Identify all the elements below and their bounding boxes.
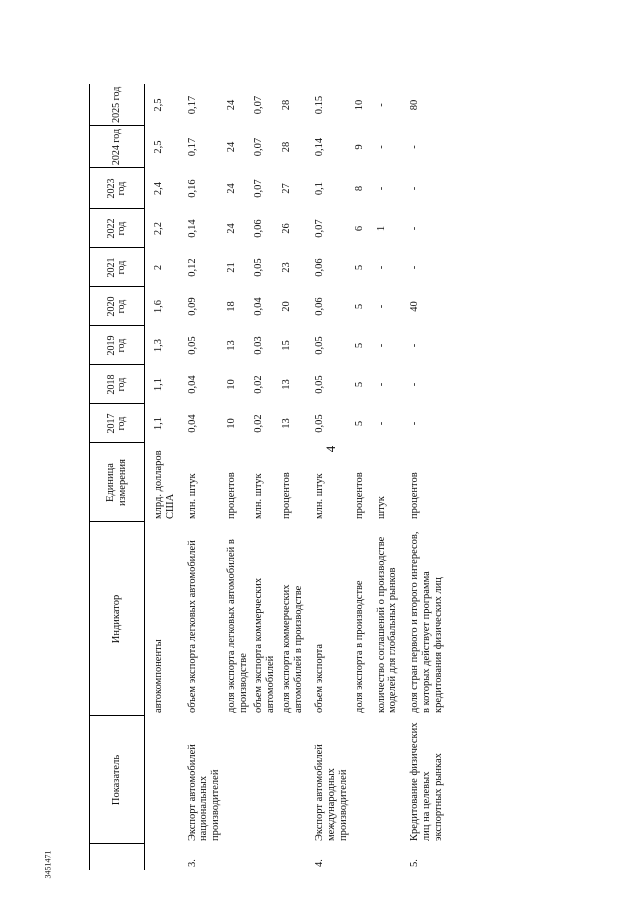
row-value: 40	[409, 301, 420, 312]
header-year: 2023 год	[90, 168, 145, 209]
row-indicator: автокомпоненты	[153, 639, 164, 713]
header-year: 2021 год	[90, 248, 145, 287]
row-value: 1,1	[153, 377, 164, 392]
row-value: 1,3	[153, 338, 164, 353]
row-indicator-group	[224, 716, 252, 844]
header-year: 2024 год	[90, 126, 145, 168]
row-value: -	[409, 421, 420, 426]
row-value: 5	[353, 420, 365, 427]
row-number: 3.	[186, 859, 198, 867]
table-row	[145, 84, 179, 870]
row-value: 0,12	[186, 258, 198, 277]
row-value: 0,07	[253, 137, 265, 157]
table-row	[401, 84, 446, 870]
header-year: 2018 год	[90, 365, 145, 404]
row-number	[374, 844, 402, 870]
rotated-table-wrapper	[89, 84, 609, 870]
row-unit: млн. штук	[253, 473, 265, 519]
row-indicator: доля стран первого и второго интересов, в которых действует программа кредитования физических лиц	[409, 531, 444, 713]
row-indicator-group: Экспорт автомобилей национальных производителей	[186, 744, 221, 841]
row-value: -	[375, 343, 387, 348]
row-value: 0,14	[314, 137, 326, 157]
row-value: 1	[375, 225, 387, 232]
row-value: -	[409, 382, 420, 387]
page-number: 4	[323, 445, 338, 453]
row-indicator-group	[374, 716, 402, 844]
row-indicator: объем экспорта	[314, 643, 326, 713]
row-indicator-group	[145, 716, 179, 844]
row-value: 80	[409, 99, 420, 111]
row-indicator-group	[279, 716, 307, 844]
row-number: 4.	[314, 859, 326, 867]
row-value: 13	[280, 418, 292, 429]
row-number	[145, 844, 179, 870]
row-value: 10	[225, 379, 237, 390]
row-indicator: доля экспорта коммерческих автомобилей в производстве	[280, 584, 304, 713]
row-value: 0,07	[253, 95, 265, 115]
row-unit: млрд. долларов США	[153, 450, 176, 519]
header-year: 2019 год	[90, 326, 145, 365]
row-value: 0,16	[186, 179, 198, 198]
row-unit: процентов	[409, 472, 420, 519]
row-value: 9	[353, 144, 365, 150]
row-unit: процентов	[280, 472, 292, 519]
row-value: 23	[280, 262, 292, 273]
row-number	[352, 844, 374, 870]
row-value: 26	[280, 223, 292, 234]
row-value: 18	[225, 301, 237, 312]
header-indicator-group: Показатель	[90, 716, 145, 844]
row-value: 5	[353, 264, 365, 271]
row-value: 20	[280, 301, 292, 312]
row-value: 0,04	[186, 375, 198, 394]
row-value: 2,2	[153, 221, 164, 236]
row-value: -	[409, 265, 420, 270]
row-value: 0,04	[253, 297, 265, 316]
row-value: 5	[353, 303, 365, 310]
row-number	[251, 844, 279, 870]
row-value: 6	[353, 225, 365, 232]
row-value: 0,02	[253, 414, 265, 433]
row-indicator-group	[352, 716, 374, 844]
row-value: -	[375, 421, 387, 426]
row-value: -	[409, 343, 420, 348]
row-value: 0,17	[186, 95, 198, 115]
row-unit: процентов	[353, 472, 365, 519]
row-unit: млн. штук	[314, 473, 326, 519]
row-value: -	[375, 382, 387, 387]
row-unit: штук	[375, 496, 387, 519]
row-value: 0,05	[314, 375, 326, 394]
document-code: 3451471	[43, 850, 53, 879]
row-value: 13	[225, 340, 237, 351]
table-row	[224, 84, 252, 870]
row-indicator: количество соглашений о производстве моделей для глобальных рынков	[375, 536, 399, 713]
table-row	[279, 84, 307, 870]
row-value: 0,09	[186, 297, 198, 316]
row-value: 28	[280, 99, 292, 111]
row-value: 0,1	[314, 181, 326, 196]
row-value: 24	[225, 141, 237, 153]
row-value: 2	[153, 264, 164, 271]
row-value: 27	[280, 183, 292, 194]
table-row	[352, 84, 374, 870]
row-value: 0,07	[253, 179, 265, 198]
row-indicator-group	[251, 716, 279, 844]
row-value: 5	[353, 342, 365, 349]
row-value: -	[409, 186, 420, 191]
row-unit: процентов	[225, 472, 237, 519]
row-number	[279, 844, 307, 870]
row-value: 0,06	[314, 297, 326, 316]
table-row	[374, 84, 402, 870]
row-value: 0,05	[186, 336, 198, 355]
row-value: 24	[225, 223, 237, 234]
row-value: 21	[225, 262, 237, 273]
row-value: -	[375, 304, 387, 309]
row-number: 5.	[409, 859, 420, 867]
header-year: 2022 год	[90, 209, 145, 248]
table-header-row	[90, 84, 145, 870]
table-row	[306, 84, 351, 870]
row-value: 0,05	[314, 336, 326, 355]
row-value: 0,04	[186, 414, 198, 433]
row-value: 13	[280, 379, 292, 390]
header-year: 2020 год	[90, 287, 145, 326]
row-value: 10	[353, 99, 365, 111]
header-indicator: Индикатор	[90, 522, 145, 716]
row-unit: млн. штук	[186, 473, 198, 519]
row-value: -	[409, 226, 420, 231]
row-value: -	[375, 145, 387, 149]
indicators-table	[89, 84, 446, 870]
row-value: 0,02	[253, 375, 265, 394]
row-value: 24	[225, 183, 237, 194]
row-indicator: доля экспорта в производстве	[353, 580, 365, 713]
row-number	[224, 844, 252, 870]
header-year: 2025 год	[90, 84, 145, 126]
row-indicator-group: Кредитование физических лиц на целевых экспортных рынках	[409, 722, 444, 841]
row-value: 0,05	[253, 258, 265, 277]
row-value: 0,07	[314, 219, 326, 238]
row-value: 8	[353, 185, 365, 192]
row-value: 0.15	[314, 95, 326, 115]
header-number	[90, 844, 145, 870]
header-year: 2017 год	[90, 404, 145, 443]
row-value: 10	[225, 418, 237, 429]
row-value: 1,6	[153, 299, 164, 314]
row-value: 2,5	[153, 98, 164, 112]
row-value: 28	[280, 141, 292, 153]
row-value: 0,03	[253, 336, 265, 355]
table-row	[251, 84, 279, 870]
row-value: 15	[280, 340, 292, 351]
row-value: 0,06	[314, 258, 326, 277]
row-indicator: объем экспорта легковых автомобилей	[186, 540, 198, 713]
row-value: -	[375, 265, 387, 270]
row-value: -	[409, 145, 420, 149]
row-value: 2,5	[153, 140, 164, 154]
row-value: 0,14	[186, 219, 198, 238]
row-indicator: объем экспорта коммерческих автомобилей	[253, 577, 276, 713]
header-unit: Единица измерения	[90, 443, 145, 522]
row-value: -	[375, 103, 387, 107]
row-value: 5	[353, 381, 365, 388]
row-value: 0,05	[314, 414, 326, 433]
row-value: 0,17	[186, 137, 198, 157]
table-row	[179, 84, 224, 870]
row-indicator: доля экспорта легковых автомобилей в производстве	[225, 539, 249, 713]
row-value: 0,06	[253, 219, 265, 238]
row-value: 2,4	[153, 181, 164, 196]
row-value: -	[375, 186, 387, 191]
row-value: 1,1	[153, 416, 164, 431]
row-value: 24	[225, 99, 237, 111]
row-indicator-group: Экспорт автомобилей международных производителей	[314, 744, 349, 841]
